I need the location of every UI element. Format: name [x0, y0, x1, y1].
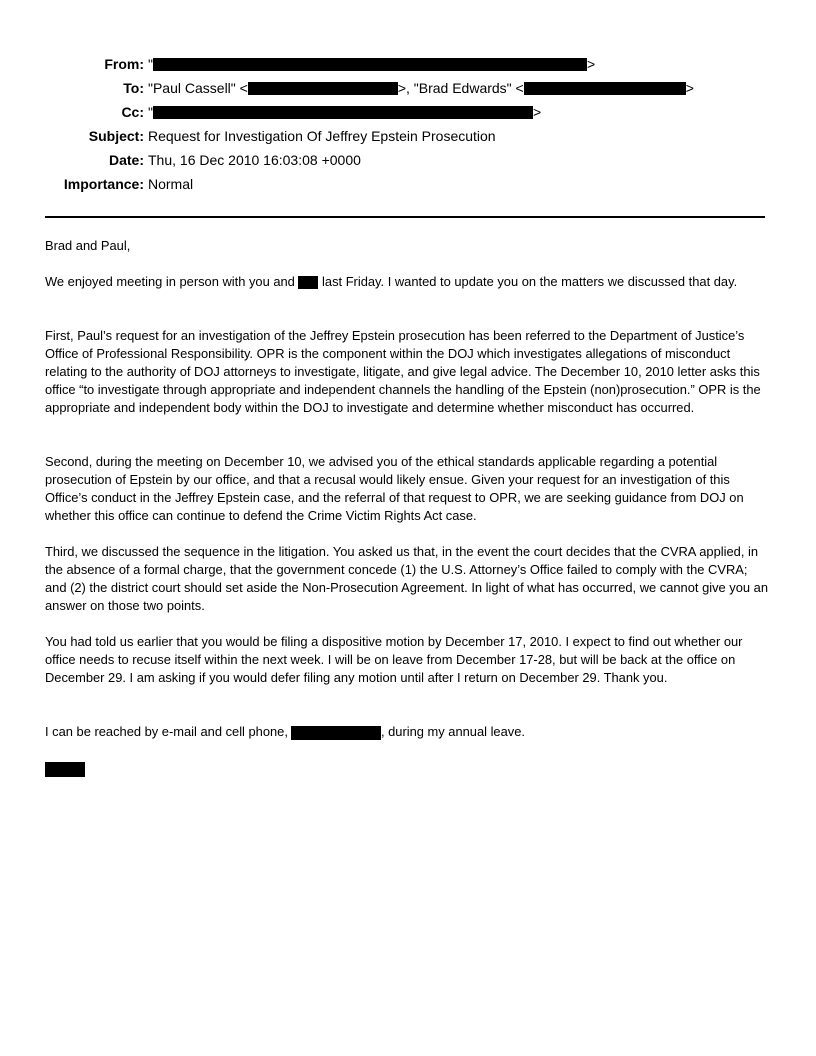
greeting: Brad and Paul,	[45, 238, 131, 253]
header-cc	[0, 103, 816, 127]
to-name-2: >, "Brad Edwards" <	[397, 80, 524, 96]
from-quote: "	[148, 56, 153, 72]
to-value	[148, 79, 694, 97]
from-label: From:	[104, 56, 144, 72]
paragraph-1-end: last Friday. I wanted to update you on the matters we discussed that day.	[322, 274, 738, 289]
paragraph-4: Third, we discussed the sequence in the litigation. You asked us that, in the event the court decides that the CVRA applied, in the absence of a formal charge, that the government concede (1) the U.S. Attorney’s Office failed to comply with the CVRA; and (2) the district court should set aside the Non-Prosecution Agreement. In light of what has occurred, we cannot give you an answer on those two points.	[45, 544, 768, 613]
redaction-box	[248, 82, 398, 95]
date-value: Thu, 16 Dec 2010 16:03:08 +0000	[148, 152, 361, 168]
to-name-1: "Paul Cassell" <	[148, 80, 248, 96]
paragraph-1-start: We enjoyed meeting in person with you and	[45, 274, 295, 289]
cc-close: >	[532, 104, 542, 120]
redaction-box	[298, 276, 318, 289]
importance-label: Importance:	[63, 176, 144, 192]
redaction-box	[153, 58, 587, 71]
header-date	[0, 151, 816, 175]
header-divider	[45, 216, 765, 218]
paragraph-6-start: I can be reached by e-mail and cell phone,	[45, 724, 288, 739]
cc-label: Cc:	[121, 104, 144, 120]
paragraph-1	[45, 273, 771, 291]
redaction-box	[524, 82, 686, 95]
paragraph-5: You had told us earlier that you would be filing a dispositive motion by December 17, 2010. I expect to find out whether our office needs to recuse itself within the next week. I will be on leave from December 17-28, but will be back at the office on December 29. I am asking if you would defer filing any motion until after I return on December 29. Thank you.	[45, 634, 743, 685]
cc-value	[148, 103, 541, 121]
paragraph-2: First, Paul’s request for an investigation of the Jeffrey Epstein prosecution has been referred to the Department of Justice’s Office of Professional Responsibility. OPR is the component within the DOJ which investigates allegations of misconduct relating to the authority of DOJ attorneys to investigate, litigate, and give legal advice. The December 10, 2010 letter asks this office “to investigate through appropriate and independent channels the handling of the Epstein (non)prosecution.” OPR is the appropriate and independent body within the DOJ to investigate and determine whether misconduct has occurred.	[45, 328, 761, 415]
signature-redaction	[45, 762, 85, 777]
from-close: >	[586, 56, 596, 72]
subject-label: Subject:	[88, 128, 144, 144]
to-label: To:	[123, 80, 144, 96]
header-to	[0, 79, 816, 103]
header-from	[0, 55, 816, 79]
paragraph-6	[45, 723, 771, 741]
header-subject	[0, 127, 816, 151]
header-importance	[0, 175, 816, 199]
redaction-box	[153, 106, 533, 119]
subject-value: Request for Investigation Of Jeffrey Epstein Prosecution	[148, 128, 496, 144]
redaction-box	[291, 726, 381, 740]
to-close: >	[685, 80, 694, 96]
date-label: Date:	[108, 152, 144, 168]
from-value	[148, 55, 595, 73]
cc-quote: "	[148, 104, 153, 120]
paragraph-3: Second, during the meeting on December 10, we advised you of the ethical standards applicable regarding a potential prosecution of Epstein by our office, and that a recusal would likely ensue. Given your request for an investigation of this Office’s conduct in the Jeffrey Epstein case, and the referral of that request to OPR, we are seeking guidance from DOJ on whether this office can continue to defend the Crime Victim Rights Act case.	[45, 454, 744, 523]
importance-value: Normal	[148, 176, 194, 192]
paragraph-6-end: , during my annual leave.	[380, 724, 525, 739]
